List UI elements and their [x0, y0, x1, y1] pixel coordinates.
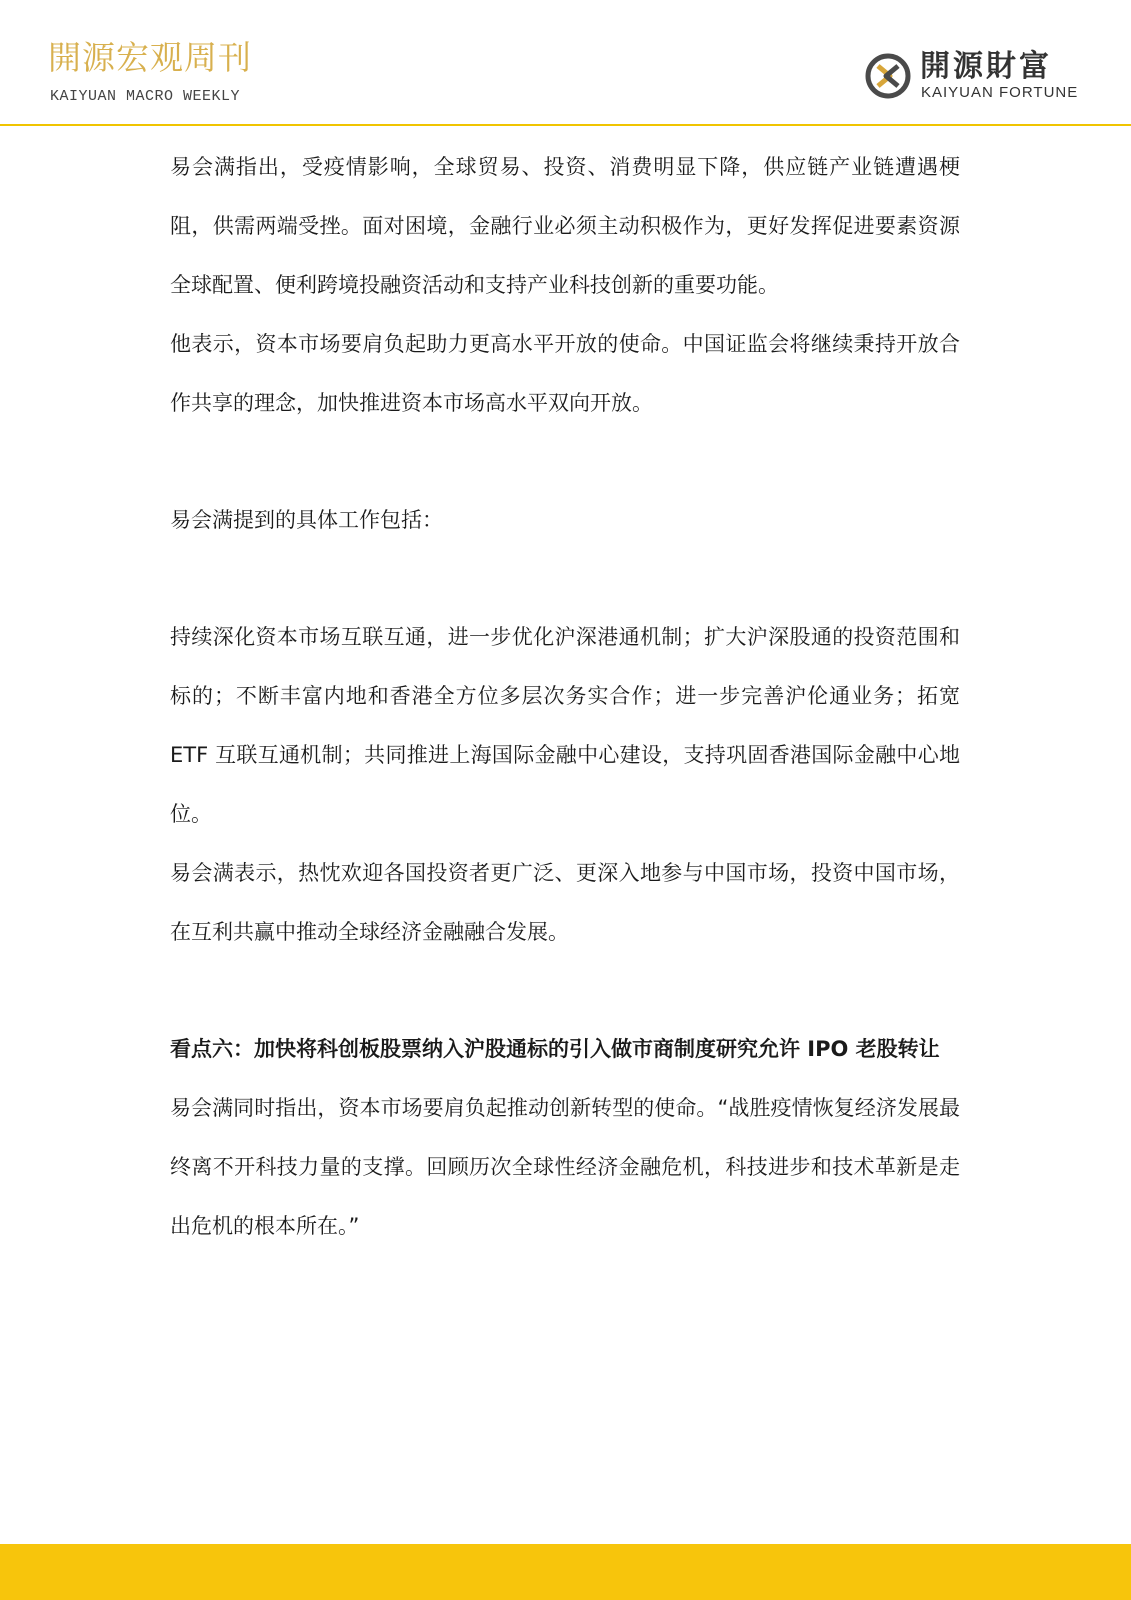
spacer — [170, 550, 960, 608]
spacer — [170, 433, 960, 491]
paragraph-2: 他表示，资本市场要肩负起助力更高水平开放的使命。中国证监会将继续秉持开放合作共享的理念，加快推进资本市场高水平双向开放。 — [170, 332, 960, 415]
logo-name-en: KAIYUAN FORTUNE — [921, 84, 1079, 101]
publication-subtitle: KAIYUAN MACRO WEEKLY — [50, 88, 241, 105]
section-heading: 看点六：加快将科创板股票纳入沪股通标的引入做市商制度研究允许 IPO 老股转让 — [170, 1037, 940, 1061]
paragraph-5: 易会满表示，热忱欢迎各国投资者更广泛、更深入地参与中国市场，投资中国市场，在互利共赢中推动全球经济金融融合发展。 — [170, 861, 960, 944]
paragraph-6: 易会满同时指出，资本市场要肩负起推动创新转型的使命。“战胜疫情恢复经济发展最终离不开科技力量的支撑。回顾历次全球性经济金融危机，科技进步和技术革新是走出危机的根本所在。” — [170, 1096, 960, 1238]
paragraph-3: 易会满提到的具体工作包括： — [170, 508, 443, 532]
header-divider — [0, 124, 1131, 126]
paragraph-4: 持续深化资本市场互联互通，进一步优化沪深港通机制；扩大沪深股通的投资范围和标的；不断丰富内地和香港全方位多层次务实合作；进一步完善沪伦通业务；拓宽 ETF 互联互通机制；共同推进上海国际金融中心建设，支持巩固香港国际金融中心地位。 — [170, 625, 960, 826]
paragraph-1: 易会满指出，受疫情影响，全球贸易、投资、消费明显下降，供应链产业链遭遇梗阻，供需两端受挫。面对困境，金融行业必须主动积极作为，更好发挥促进要素资源全球配置、便利跨境投融资活动和支持产业科技创新的重要功能。 — [170, 155, 960, 297]
article-body — [170, 138, 960, 1256]
logo-name-cn: 開源財富 — [920, 49, 1052, 84]
spacer — [170, 962, 960, 1020]
logo-mark-icon — [864, 52, 912, 100]
page-header — [0, 0, 1131, 128]
footer-bar — [0, 1544, 1131, 1600]
publication-title: 開源宏观周刊 — [48, 38, 252, 77]
kaiyuan-fortune-logo — [864, 50, 1094, 106]
